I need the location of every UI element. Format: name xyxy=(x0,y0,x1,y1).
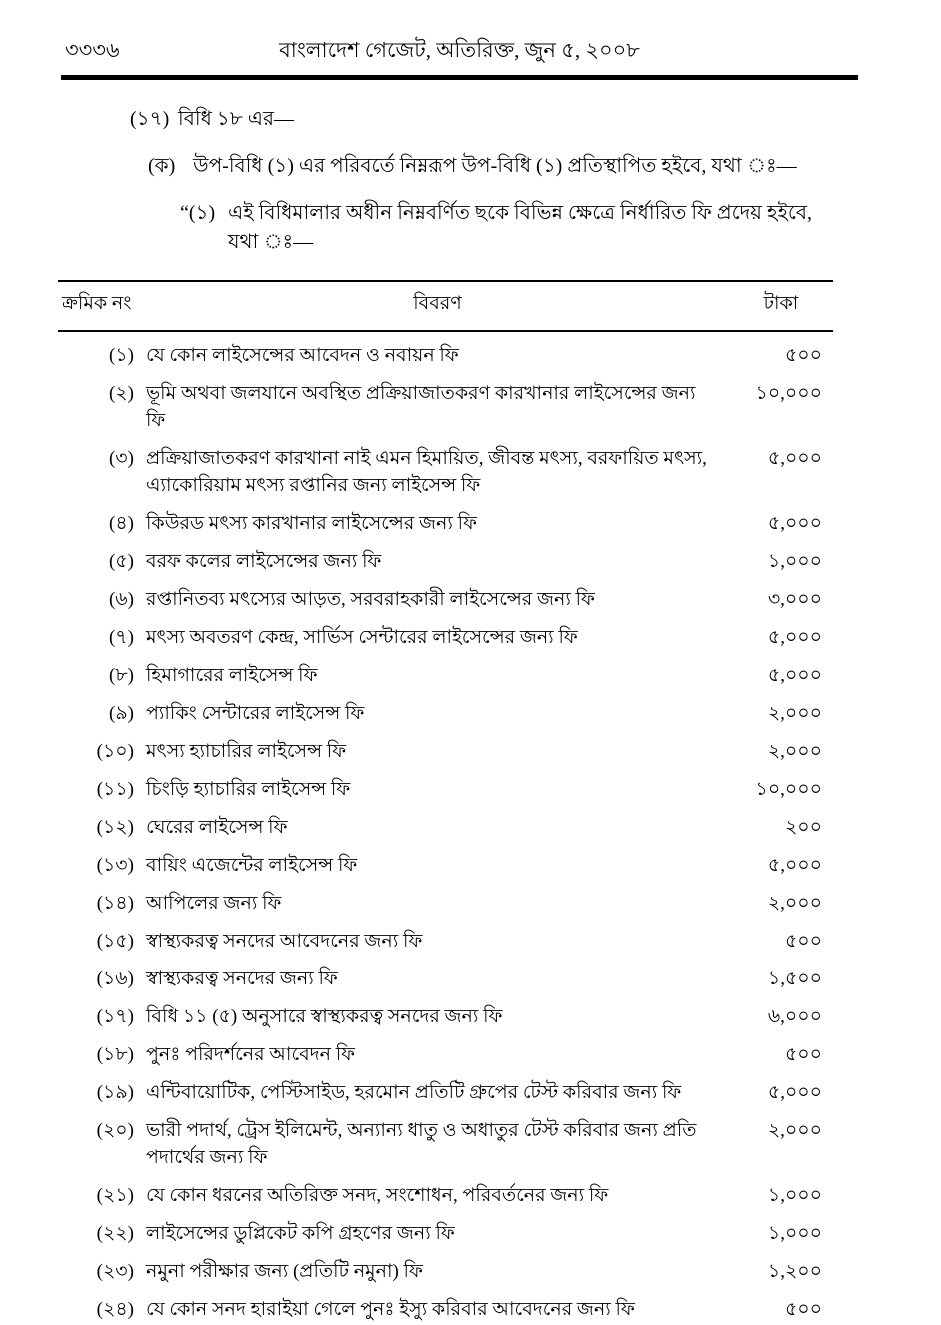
fee-table-rows xyxy=(58,343,833,1324)
clause-ka-label: (ক) xyxy=(148,155,176,177)
row-serial: (১৫) xyxy=(96,930,134,952)
row-serial: (১১) xyxy=(96,778,134,800)
row-amount: ২,০০০ xyxy=(767,740,822,762)
table-row xyxy=(58,1042,833,1069)
table-row xyxy=(58,1297,833,1324)
row-amount: ৫০০ xyxy=(784,1044,822,1066)
table-row xyxy=(58,1080,833,1107)
row-description: হিমাগারের লাইসেন্স ফি xyxy=(146,664,318,686)
gazette-title: বাংলাদেশ গেজেট, অতিরিক্ত, জুন ৫, ২০০৮ xyxy=(279,38,640,62)
row-amount: ২,০০০ xyxy=(767,702,822,724)
row-serial: (৮) xyxy=(109,664,134,686)
page-number: ৩৩৩৬ xyxy=(65,38,120,62)
row-description: আপিলের জন্য ফি xyxy=(146,892,282,914)
row-description: যে কোন ধরনের অতিরিক্ত সনদ, সংশোধন, পরিবর্তনের জন্য ফি xyxy=(146,1185,609,1207)
row-serial: (১৭) xyxy=(96,1006,134,1028)
row-serial: (১৩) xyxy=(96,854,134,876)
row-description: লাইসেন্সের ডুপ্লিকেট কপি গ্রহণের জন্য ফি xyxy=(146,1223,455,1245)
row-amount: ২০০ xyxy=(784,816,822,838)
row-description: চিংড়ি হ্যাচারির লাইসেন্স ফি xyxy=(146,778,351,800)
clause-ka-text: উপ-বিধি (১) এর পরিবর্তে নিম্নরূপ উপ-বিধি (১) প্রতিস্থাপিত হইবে, যথা ঃ— xyxy=(193,155,797,177)
row-serial: (৭) xyxy=(108,626,134,648)
table-row xyxy=(58,446,833,500)
row-serial: (১৬) xyxy=(96,968,134,990)
table-row xyxy=(58,1183,833,1210)
fee-table xyxy=(58,280,833,1324)
sub-rule-1-text xyxy=(228,200,812,256)
table-row xyxy=(58,587,833,614)
row-serial: (৬) xyxy=(108,588,134,610)
row-amount: ২,০০০ xyxy=(767,1120,822,1142)
row-amount: ১,০০০ xyxy=(767,1223,822,1245)
table-row xyxy=(58,853,833,880)
table-row xyxy=(58,663,833,690)
table-row xyxy=(58,777,833,804)
row-amount: ৬,০০০ xyxy=(767,1006,822,1028)
table-row xyxy=(58,549,833,576)
table-row xyxy=(58,343,833,370)
table-row xyxy=(58,1118,833,1172)
row-amount: ৫০০ xyxy=(784,345,822,366)
row-description: রপ্তানিতব্য মৎস্যের আড়ত, সরবরাহকারী লাইসেন্সের জন্য ফি xyxy=(146,588,595,610)
row-amount: ৫,০০০ xyxy=(767,447,822,469)
table-row xyxy=(58,511,833,538)
table-row xyxy=(58,815,833,842)
table-row xyxy=(58,1004,833,1031)
row-description: মৎস্য হ্যাচারির লাইসেন্স ফি xyxy=(146,740,347,762)
row-amount: ১,২০০ xyxy=(767,1261,822,1283)
row-serial: (৫) xyxy=(109,550,134,572)
row-serial: (২০) xyxy=(96,1120,134,1142)
table-row xyxy=(58,1221,833,1248)
clause-ka xyxy=(148,153,941,180)
header-double-rule xyxy=(61,75,858,80)
row-serial: (১৯) xyxy=(96,1082,134,1104)
row-description: প্যাকিং সেন্টারের লাইসেন্স ফি xyxy=(146,702,365,724)
row-serial: (২২) xyxy=(96,1223,134,1245)
row-serial: (২) xyxy=(108,382,134,404)
column-header-serial: ক্রমিক নং xyxy=(62,293,132,314)
row-serial: (৪) xyxy=(109,512,134,534)
column-header-description: বিবরণ xyxy=(413,293,462,314)
row-amount: ৫,০০০ xyxy=(767,626,822,648)
sub-rule-1-line1: এই বিধিমালার অধীন নিম্নবর্ণিত ছকে বিভিন্ন ক্ষেত্রে নির্ধারিত ফি প্রদেয় হইবে, xyxy=(228,202,813,224)
row-serial: (৩) xyxy=(108,447,134,469)
row-serial: (৯) xyxy=(109,702,134,724)
row-amount: ১,০০০ xyxy=(767,550,822,572)
row-serial: (২৩) xyxy=(96,1261,134,1283)
row-serial: (১২) xyxy=(96,816,134,838)
sub-rule-1-label: “(১) xyxy=(180,202,216,224)
row-serial: (১৮) xyxy=(96,1044,134,1066)
row-amount: ৫,০০০ xyxy=(767,512,822,534)
row-serial: (২১) xyxy=(96,1185,134,1207)
row-amount: ১,০০০ xyxy=(767,1185,822,1207)
sub-rule-1 xyxy=(180,200,941,256)
row-description: ভূমি অথবা জলযানে অবস্থিত প্রক্রিয়াজাতকরণ কারখানার লাইসেন্সের জন্য ফি xyxy=(146,382,696,431)
table-row xyxy=(58,739,833,766)
table-row xyxy=(58,625,833,652)
column-header-amount: টাকা xyxy=(763,293,799,314)
table-row xyxy=(58,381,833,435)
row-amount: ৫,০০০ xyxy=(767,854,822,876)
row-description: পুনঃ পরিদর্শনের আবেদন ফি xyxy=(146,1044,356,1066)
clause-17 xyxy=(130,106,941,133)
row-description: প্রক্রিয়াজাতকরণ কারখানা নাই এমন হিমায়িত, জীবন্ত মৎস্য, বরফায়িত মৎস্য, এ্যাকোরিয়াম মৎস্য রপ্তানির জন্য লাইসেন্স ফি xyxy=(146,447,707,496)
table-row xyxy=(58,966,833,993)
table-row xyxy=(58,701,833,728)
row-description: বিধি ১১ (৫) অনুসারে স্বাস্থ্যকরত্ব সনদের জন্য ফি xyxy=(146,1006,503,1028)
row-description: যে কোন লাইসেন্সের আবেদন ও নবায়ন ফি xyxy=(146,345,459,366)
table-row xyxy=(58,1259,833,1286)
row-description: স্বাস্থ্যকরত্ব সনদের জন্য ফি xyxy=(146,968,338,990)
page-header xyxy=(0,34,941,64)
table-row xyxy=(58,891,833,918)
row-serial: (১৪) xyxy=(96,892,134,914)
sub-rule-1-line2: যথা ঃ— xyxy=(228,231,314,253)
row-description: বায়িং এজেন্টের লাইসেন্স ফি xyxy=(146,854,358,876)
row-description: বরফ কলের লাইসেন্সের জন্য ফি xyxy=(146,550,382,572)
row-amount: ১০,০০০ xyxy=(755,382,822,404)
row-serial: (১০) xyxy=(96,740,134,762)
row-serial: (১) xyxy=(109,345,134,366)
table-header-row xyxy=(58,282,833,332)
row-description: যে কোন সনদ হারাইয়া গেলে পুনঃ ইস্যু করিবার আবেদনের জন্য ফি xyxy=(146,1299,635,1321)
row-description: এন্টিবায়োটিক, পেস্টিসাইড, হরমোন প্রতিটি গ্রুপের টেস্ট করিবার জন্য ফি xyxy=(146,1082,682,1104)
row-amount: ৩,০০০ xyxy=(767,588,822,610)
row-description: স্বাস্থ্যকরত্ব সনদের আবেদনের জন্য ফি xyxy=(146,930,423,952)
row-amount: ৫০০ xyxy=(784,930,822,952)
row-description: কিউরড মৎস্য কারখানার লাইসেন্সের জন্য ফি xyxy=(146,512,477,534)
row-amount: ২,০০০ xyxy=(767,892,822,914)
row-amount: ৫,০০০ xyxy=(767,1082,822,1104)
row-amount: ৫,০০০ xyxy=(767,664,822,686)
row-amount: ৫০০ xyxy=(784,1299,822,1321)
table-row xyxy=(58,929,833,956)
row-description: নমুনা পরীক্ষার জন্য (প্রতিটি নমুনা) ফি xyxy=(146,1261,423,1283)
row-description: ভারী পদার্থ, ট্রেস ইলিমেন্ট, অন্যান্য ধাতু ও অধাতুর টেস্ট করিবার জন্য প্রতি পদার্থের জন্য ফি xyxy=(146,1120,697,1169)
row-amount: ১,৫০০ xyxy=(767,968,822,990)
row-description: ঘেরের লাইসেন্স ফি xyxy=(146,816,288,838)
row-description: মৎস্য অবতরণ কেন্দ্র, সার্ভিস সেন্টারের লাইসেন্সের জন্য ফি xyxy=(146,626,578,648)
row-serial: (২৪) xyxy=(96,1299,134,1321)
clause-17-label: (১৭) xyxy=(130,108,170,130)
clause-17-text: বিধি ১৮ এর— xyxy=(178,108,294,130)
row-amount: ১০,০০০ xyxy=(755,778,822,800)
